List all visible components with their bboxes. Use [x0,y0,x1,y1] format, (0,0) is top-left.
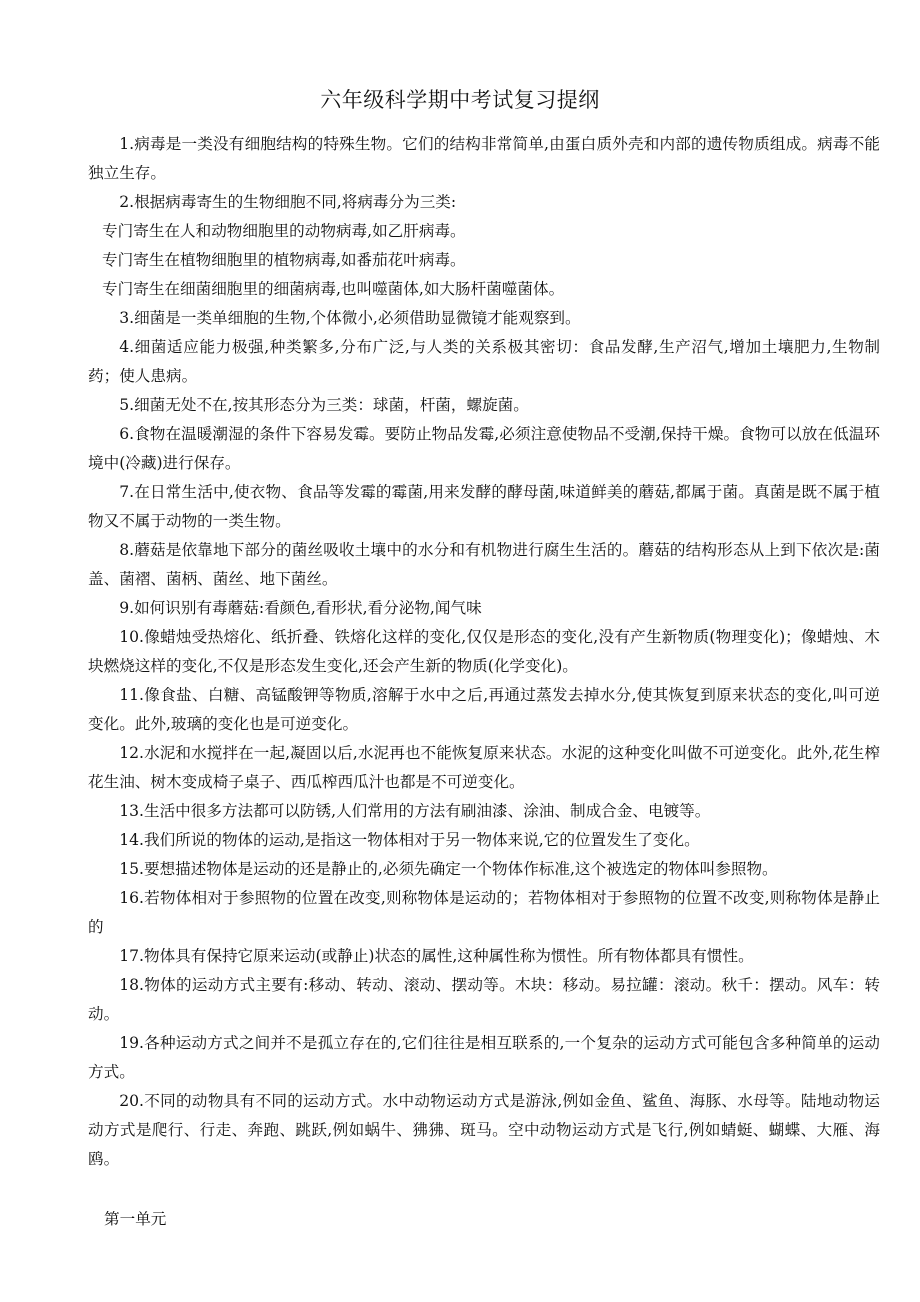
section-heading: 第一单元 [104,1210,167,1228]
paragraph-8: 8.蘑菇是依靠地下部分的菌丝吸收土壤中的水分和有机物进行腐生生活的。蘑菇的结构形态从上到下依次是:菌盖、菌褶、菌柄、菌丝、地下菌丝。 [88,541,880,588]
document-body [88,130,880,1174]
paragraph-2-item-plant-virus: 专门寄生在植物细胞里的植物病毒,如番茄花叶病毒。 [102,251,466,269]
page-title: 六年级科学期中考试复习提纲 [320,88,600,112]
paragraph-11: 11.像食盐、白糖、高锰酸钾等物质,溶解于水中之后,再通过蒸发去掉水分,使其恢复到原来状态的变化,叫可逆变化。此外,玻璃的变化也是可逆变化。 [88,686,880,733]
paragraph-4: 4.细菌适应能力极强,种类繁多,分布广泛,与人类的关系极其密切：食品发酵,生产沼气,增加土壤肥力,生物制药；使人患病。 [88,338,880,385]
paragraph-10: 10.像蜡烛受热熔化、纸折叠、铁熔化这样的变化,仅仅是形态的变化,没有产生新物质(物理变化)；像蜡烛、木块燃烧这样的变化,不仅是形态发生变化,还会产生新的物质(化学变化)。 [88,628,880,675]
paragraph-20: 20.不同的动物具有不同的运动方式。水中动物运动方式是游泳,例如金鱼、鲨鱼、海豚、水母等。陆地动物运动方式是爬行、行走、奔跑、跳跃,例如蜗牛、狒狒、斑马。空中动物运动方式是飞行,例如蜻蜓、蝴蝶、大雁、海鸥。 [88,1092,880,1168]
paragraph-2-item-animal-virus: 专门寄生在人和动物细胞里的动物病毒,如乙肝病毒。 [102,222,466,240]
paragraph-19: 19.各种运动方式之间并不是孤立存在的,它们往往是相互联系的,一个复杂的运动方式可能包含多种简单的运动方式。 [88,1034,880,1081]
paragraph-5: 5.细菌无处不在,按其形态分为三类：球菌，杆菌，螺旋菌。 [119,396,529,414]
paragraph-16: 16.若物体相对于参照物的位置在改变,则称物体是运动的；若物体相对于参照物的位置不改变,则称物体是静止的 [88,889,880,936]
paragraph-9: 9.如何识别有毒蘑菇:看颜色,看形状,看分泌物,闻气味 [119,599,482,617]
paragraph-18: 18.物体的运动方式主要有:移动、转动、滚动、摆动等。木块：移动。易拉罐：滚动。秋千：摆动。风车：转动。 [88,976,880,1023]
paragraph-17: 17.物体具有保持它原来运动(或静止)状态的属性,这种属性称为惯性。所有物体都具有惯性。 [119,947,754,965]
paragraph-15: 15.要想描述物体是运动的还是静止的,必须先确定一个物体作标准,这个被选定的物体叫参照物。 [119,860,778,878]
paragraph-6: 6.食物在温暖潮湿的条件下容易发霉。要防止物品发霉,必须注意使物品不受潮,保持干燥。食物可以放在低温环境中(冷藏)进行保存。 [88,425,880,472]
paragraph-12: 12.水泥和水搅拌在一起,凝固以后,水泥再也不能恢复原来状态。水泥的这种变化叫做不可逆变化。此外,花生榨花生油、树木变成椅子桌子、西瓜榨西瓜汁也都是不可逆变化。 [88,744,880,791]
paragraph-14: 14.我们所说的物体的运动,是指这一物体相对于另一物体来说,它的位置发生了变化。 [119,831,700,849]
paragraph-3: 3.细菌是一类单细胞的生物,个体微小,必须借助显微镜才能观察到。 [119,309,581,327]
paragraph-13: 13.生活中很多方法都可以防锈,人们常用的方法有刷油漆、涂油、制成合金、电镀等。 [119,802,711,820]
paragraph-7: 7.在日常生活中,使衣物、食品等发霉的霉菌,用来发酵的酵母菌,味道鲜美的蘑菇,都属于菌。真菌是既不属于植物又不属于动物的一类生物。 [88,483,880,530]
paragraph-2: 2.根据病毒寄生的生物细胞不同,将病毒分为三类: [119,193,457,211]
paragraph-2-item-bacteriophage: 专门寄生在细菌细胞里的细菌病毒,也叫噬菌体,如大肠杆菌噬菌体。 [102,280,565,298]
paragraph-1: 1.病毒是一类没有细胞结构的特殊生物。它们的结构非常简单,由蛋白质外壳和内部的遗传物质组成。病毒不能独立生存。 [88,135,880,182]
